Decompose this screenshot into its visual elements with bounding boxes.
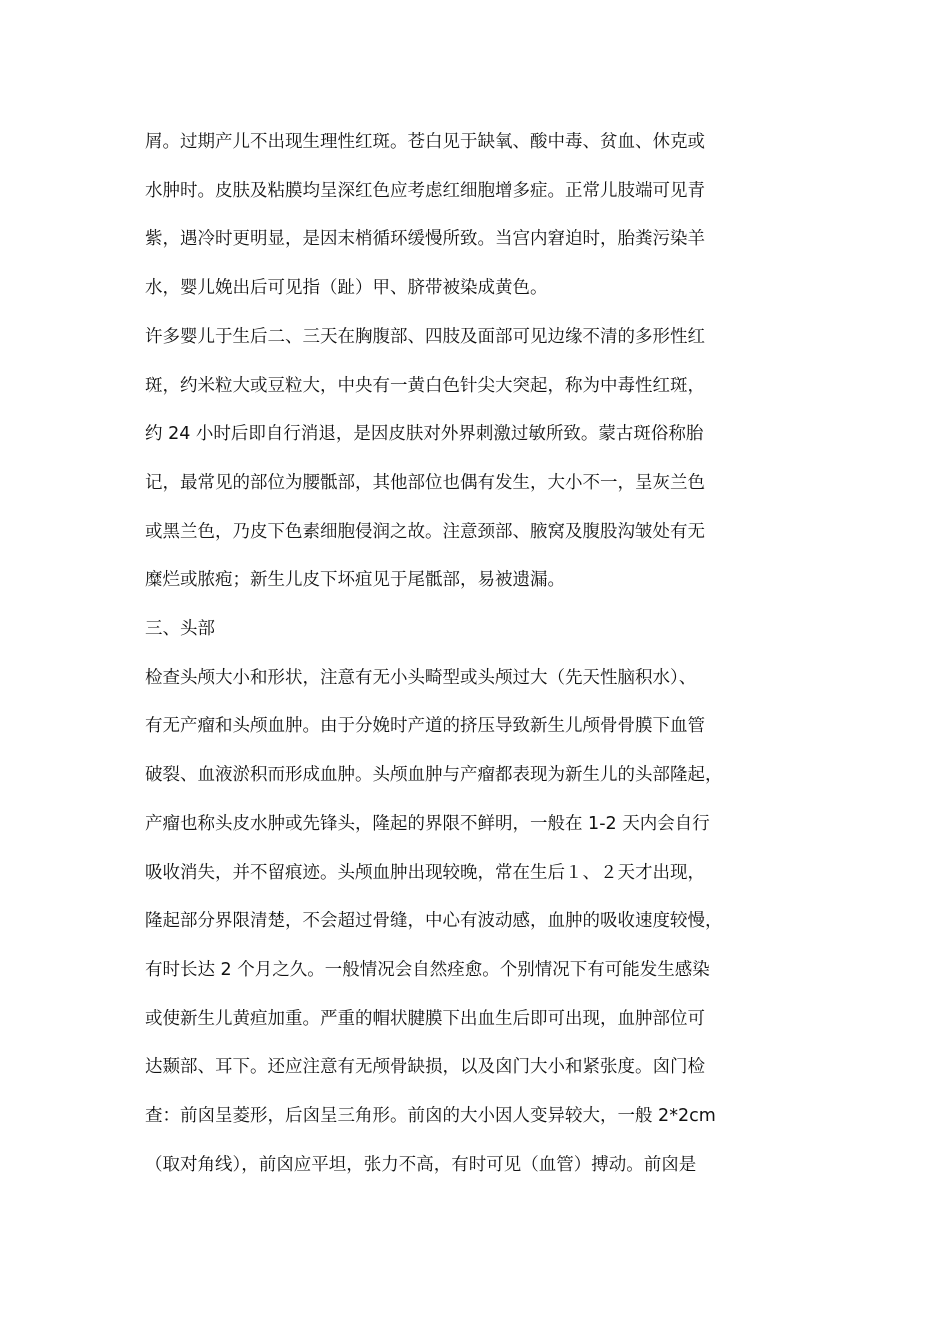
text-line: 水肿时。皮肤及粘膜均呈深红色应考虑红细胞增多症。正常儿肢端可见青 — [145, 180, 705, 201]
text-line: 约 24 小时后即自行消退，是因皮肤对外界刺激过敏所致。蒙古斑俗称胎 — [145, 424, 704, 445]
text-line: 屑。过期产儿不出现生理性红斑。苍白见于缺氧、酸中毒、贫血、休克或 — [145, 132, 705, 152]
document-body — [145, 118, 813, 1189]
text-line: 水，婴儿娩出后可见指（趾）甲、脐带被染成黄色。 — [145, 278, 548, 299]
text-line: 糜烂或脓疱；新生儿皮下坏疽见于尾骶部，易被遗漏。 — [145, 570, 565, 591]
text-line: 产瘤也称头皮水肿或先锋头，隆起的界限不鲜明，一般在 1-2 天内会自行 — [145, 813, 710, 834]
text-line: 有时长达 2 个月之久。一般情况会自然痊愈。个别情况下有可能发生感染 — [145, 959, 710, 980]
heading-text: 三、头部 — [145, 619, 215, 640]
text-line: 或黑兰色，乃皮下色素细胞侵润之故。注意颈部、腋窝及腹股沟皱处有无 — [145, 521, 705, 542]
text-line: 紫，遇冷时更明显，是因末梢循环缓慢所致。当宫内窘迫时，胎粪污染羊 — [145, 229, 705, 250]
text-line: 破裂、血液淤积而形成血肿。头颅血肿与产瘤都表现为新生儿的头部隆起， — [145, 765, 723, 786]
text-line: 隆起部分界限清楚，不会超过骨缝，中心有波动感，血肿的吸收速度较慢， — [145, 911, 723, 932]
text-line: （取对角线），前囟应平坦，张力不高，有时可见（血管）搏动。前囟是 — [145, 1154, 697, 1175]
text-line: 吸收消失，并不留痕迹。头颅血肿出现较晚，常在生后１、２天才出现， — [145, 862, 705, 883]
section-heading — [145, 605, 813, 654]
text-line: 或使新生儿黄疸加重。严重的帽状腱膜下出血生后即可出现，血肿部位可 — [145, 1008, 705, 1029]
paragraph-erythema — [145, 313, 813, 605]
text-line: 许多婴儿于生后二、三天在胸腹部、四肢及面部可见边缘不清的多形性红 — [145, 326, 705, 347]
text-line: 查：前囟呈菱形，后囟呈三角形。前囟的大小因人变异较大，一般 2*2cm — [145, 1106, 716, 1127]
text-line: 检查头颅大小和形状，注意有无小头畸型或头颅过大（先天性脑积水）、 — [145, 667, 697, 688]
paragraph-head-exam — [145, 654, 813, 1190]
text-line: 斑，约米粒大或豆粒大，中央有一黄白色针尖大突起，称为中毒性红斑， — [145, 375, 705, 396]
text-line: 记，最常见的部位为腰骶部，其他部位也偶有发生，大小不一，呈灰兰色 — [145, 472, 705, 493]
text-line: 达颞部、耳下。还应注意有无颅骨缺损，以及囟门大小和紧张度。囟门检 — [145, 1057, 705, 1078]
text-line: 有无产瘤和头颅血肿。由于分娩时产道的挤压导致新生儿颅骨骨膜下血管 — [145, 716, 705, 737]
paragraph-skin-color — [145, 118, 813, 313]
